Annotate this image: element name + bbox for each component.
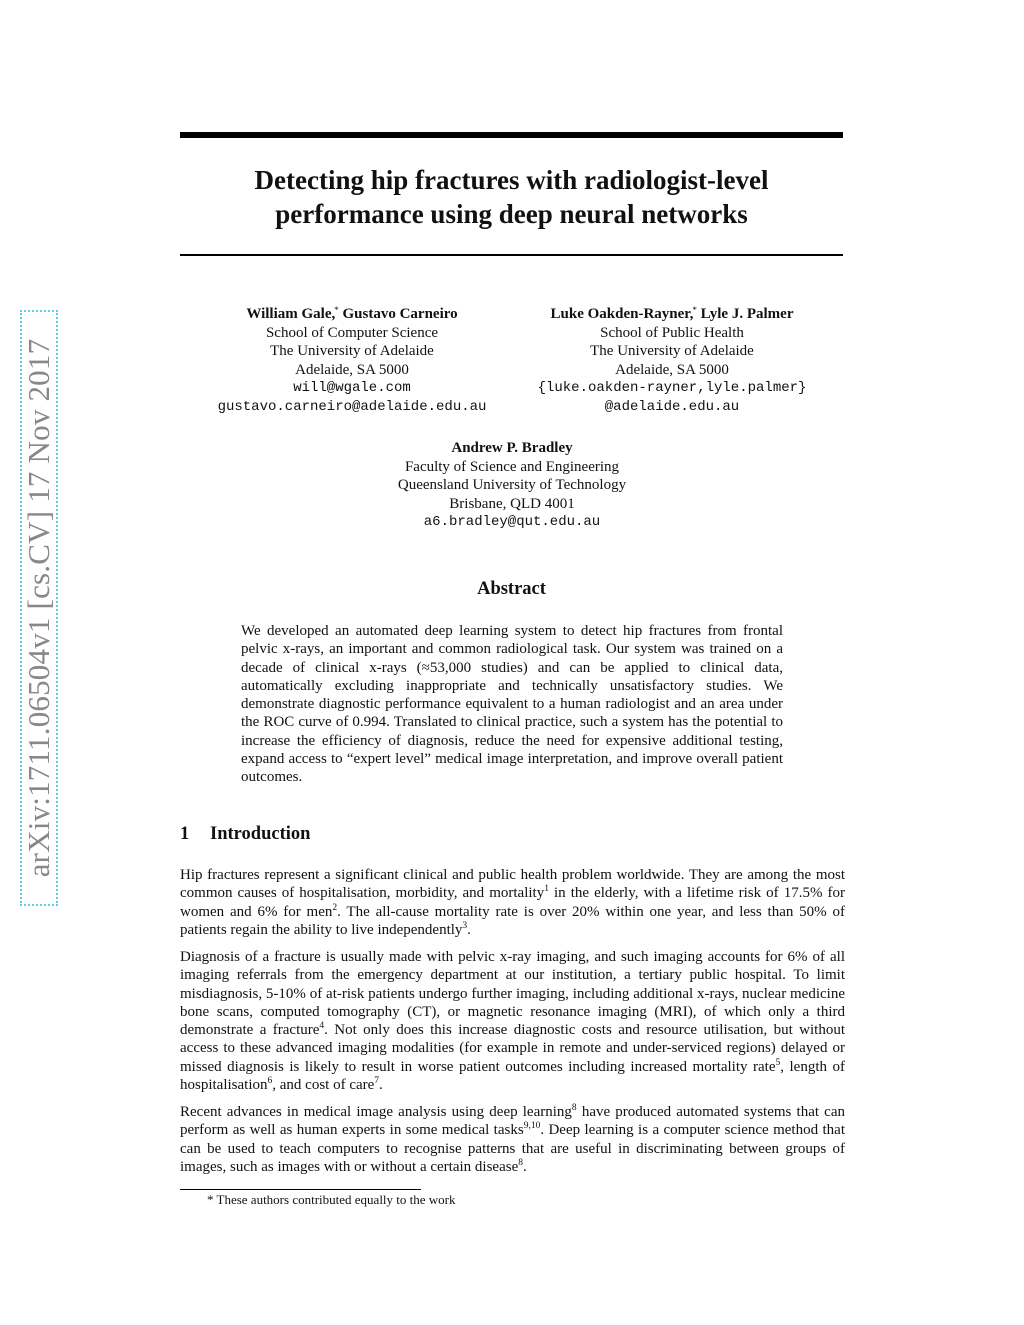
citation-ref[interactable]: 4 [319, 1021, 325, 1032]
author-block-left [210, 301, 494, 416]
arxiv-stamp [20, 310, 58, 906]
author-email[interactable]: @adelaide.edu.au [604, 398, 740, 415]
author-dept: School of Public Health [600, 324, 744, 341]
citation-ref[interactable]: 2 [332, 902, 338, 913]
abstract-text: We developed an automated deep learning system to detect hip fractures from frontal pelvic x-rays, an important and common radiological task. Our system was trained on a decade of clinical x-rays (≈53,000 studies) and can be applied to clinical data, automatically excluding inappropriate and technically unsatisfactory studies. We demonstrate diagnostic performance equivalent to a human radiologist and an area under the ROC curve of 0.994. Translated to clinical practice, such a system has the potential to increase the efficiency of diagnosis, reduce the need for expensive additional testing, expand access to “expert level” medical image interpretation, and improve overall patient outcomes. [241, 623, 783, 786]
text-run: , and cost of care [272, 1077, 375, 1094]
equal-contribution-mark: * [334, 305, 339, 315]
citation-ref[interactable]: 8 [518, 1157, 523, 1168]
author-name: Andrew P. Bradley [451, 440, 573, 456]
citation-ref[interactable]: 7 [374, 1076, 380, 1087]
citation-ref[interactable]: 9,10 [523, 1121, 541, 1132]
author-names [520, 301, 824, 324]
author-email[interactable]: {luke.oakden-rayner,lyle.palmer} [537, 380, 807, 396]
title-rule-bottom [180, 254, 843, 256]
citation-ref[interactable]: 5 [775, 1057, 781, 1068]
citation-ref[interactable]: 8 [571, 1103, 577, 1113]
paragraph-2 [180, 948, 845, 1094]
author-name: Luke Oakden-Rayner, [550, 306, 694, 322]
section-title: Introduction [210, 824, 311, 844]
author-name: Gustavo Carneiro [338, 306, 458, 322]
footnote: * These authors contributed equally to the work [207, 1192, 456, 1207]
author-block-center [362, 439, 662, 532]
author-email[interactable]: a6.bradley@qut.edu.au [423, 514, 601, 530]
text-run: . [379, 1077, 383, 1094]
paragraph-3 [180, 1103, 845, 1176]
text-run: in the elderly, with a lifetime risk of 17.5% for women and 6% for men [180, 885, 845, 920]
author-name: Lyle J. Palmer [696, 306, 794, 322]
equal-contribution-mark: * [692, 305, 697, 315]
text-run: . The all-cause mortality rate is over 20% within one year, and less than 50% of patients regain the ability to live independently [180, 903, 845, 938]
author-email[interactable]: will@wgale.com [293, 380, 411, 396]
abstract-heading: Abstract [477, 579, 546, 599]
author-dept: Faculty of Science and Engineering [404, 458, 620, 475]
text-run: . Deep learning is a computer science method that can be used to teach computers to recognise patterns that are useful in discriminating between groups of images, such as images with or without a certain disease [180, 1122, 845, 1175]
text-run: Diagnosis of a fracture is usually made with pelvic x-ray imaging, and such imaging accounts for 6% of all imaging referrals from the emergency department at our institution, a tertiary public hospital. To limit misdiagnosis, 5-10% of at-risk patients undergo further imaging, including additional x-rays, nuclear medicine bone scans, computed tomography (CT), or magnetic resonance imaging (MRI), of which only a third demonstrate a fracture [180, 949, 845, 1039]
text-run: . Not only does this increase diagnostic costs and resource utilisation, but without access to these advanced imaging modalities (for example in remote and under-serviced regions) delayed or missed diagnosis is likely to result in worse patient outcomes including increased mortality rate [180, 1022, 845, 1075]
text-run: , length of hospitalisation [180, 1058, 845, 1094]
author-institution: The University of Adelaide [270, 343, 434, 359]
text-run: Recent advances in medical image analysis using deep learning [180, 1104, 572, 1120]
paper-title [180, 163, 843, 231]
citation-ref[interactable]: 3 [462, 920, 468, 931]
author-names [210, 301, 494, 324]
title-line-1: Detecting hip fractures with radiologist-level [254, 165, 769, 195]
text-run: Hip fractures represent a significant clinical and public health problem worldwide. They are among the most common causes of hospitalisation, morbidity, and mortality [180, 867, 845, 902]
author-name: William Gale, [246, 306, 336, 322]
author-address: Brisbane, QLD 4001 [449, 495, 575, 512]
title-line-2: performance using deep neural networks [275, 199, 748, 229]
citation-ref[interactable]: 1 [544, 884, 549, 895]
paragraph-1 [180, 866, 845, 939]
author-block-right [520, 301, 824, 416]
footnote-rule [180, 1189, 421, 1190]
text-run: . [523, 1158, 527, 1175]
citation-ref[interactable]: 6 [267, 1076, 273, 1087]
text-run: have produced automated systems that can perform as well as human experts in some medical tasks [180, 1104, 845, 1139]
author-institution: The University of Adelaide [590, 343, 754, 359]
section-number: 1 [180, 824, 190, 844]
author-address: Adelaide, SA 5000 [615, 361, 729, 378]
section-heading [180, 824, 310, 845]
author-email[interactable]: gustavo.carneiro@adelaide.edu.au [217, 398, 487, 415]
author-institution: Queensland University of Technology [397, 477, 627, 493]
text-run: . [467, 921, 471, 938]
title-rule-top [180, 132, 843, 138]
arxiv-stamp-text: arXiv:1711.06504v1 [cs.CV] 17 Nov 2017 [21, 338, 56, 878]
author-dept: School of Computer Science [265, 324, 439, 341]
author-address: Adelaide, SA 5000 [295, 361, 409, 378]
